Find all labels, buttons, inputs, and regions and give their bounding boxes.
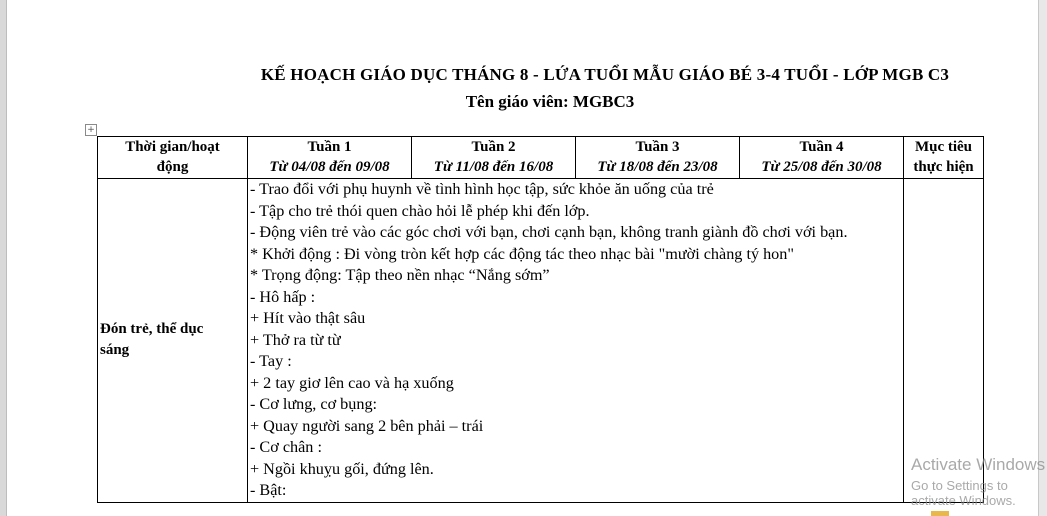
content-line: + Quay người sang 2 bên phải – trái <box>250 416 484 435</box>
week-3-range: Từ 18/08 đến 23/08 <box>597 159 718 175</box>
content-line: - Tập cho trẻ thói quen chào hỏi lễ phép khi đến lớp. <box>250 201 590 220</box>
content-line: + Thở ra từ từ <box>250 330 341 349</box>
objective-line2: thực hiện <box>913 159 974 175</box>
header-week-4 <box>740 137 904 179</box>
row-label-line2: sáng <box>100 342 130 359</box>
header-time-activity <box>98 137 248 179</box>
content-line: - Hô hấp : <box>250 287 316 306</box>
objective-cell[interactable] <box>904 179 984 503</box>
content-line: - Bật: <box>250 481 287 499</box>
objective-line1: Mục tiêu <box>914 139 973 155</box>
content-line: * Trọng động: Tập theo nền nhạc “Nắng sớm” <box>250 266 550 284</box>
content-line: + Ngồi khuỵu gối, đứng lên. <box>250 459 434 478</box>
content-line: - Trao đổi với phụ huynh về tình hình học tập, sức khỏe ăn uống của trẻ <box>250 180 714 198</box>
table-header-row <box>98 137 984 179</box>
header-week-1 <box>248 137 412 179</box>
week-2-range: Từ 11/08 đến 16/08 <box>433 159 554 175</box>
week-4-label: Tuần 4 <box>799 139 844 155</box>
activate-windows-watermark <box>911 455 1047 508</box>
header-week-3 <box>576 137 740 179</box>
week-3-label: Tuần 3 <box>635 139 680 155</box>
content-line: - Cơ lưng, cơ bụng: <box>250 395 378 413</box>
table-move-handle-icon[interactable]: + <box>85 124 97 136</box>
content-line: * Khởi động : Đi vòng tròn kết hợp các động tác theo nhạc bài "mười chàng tý hon" <box>250 244 794 263</box>
header-time-activity-line1: Thời gian/hoạt <box>125 139 220 155</box>
table-row <box>98 179 984 503</box>
activate-line2: Go to Settings to activate Windows. <box>911 478 1016 508</box>
education-plan-table <box>97 136 984 503</box>
header-week-2 <box>412 137 576 179</box>
content-line: + Hít vào thật sâu <box>250 309 366 327</box>
content-line: - Tay : <box>250 352 292 370</box>
header-objective <box>904 137 984 179</box>
content-line: + 2 tay giơ lên cao và hạ xuống <box>250 373 454 392</box>
teacher-name-line: Tên giáo viên: MGBC3 <box>465 92 635 111</box>
activity-content-cell[interactable] <box>248 179 904 503</box>
week-2-label: Tuần 2 <box>471 139 516 155</box>
status-corner-marker <box>931 511 949 516</box>
week-1-label: Tuần 1 <box>307 139 352 155</box>
row-label-line1: Đón trẻ, thể dục <box>100 321 204 338</box>
page-left-margin <box>0 0 7 516</box>
header-time-activity-line2: động <box>156 159 189 175</box>
content-line: - Động viên trẻ vào các góc chơi với bạn, chơi cạnh bạn, không tranh giành đồ chơi với bạn. <box>250 223 848 241</box>
week-4-range: Từ 25/08 đến 30/08 <box>761 159 882 175</box>
document-title: KẾ HOẠCH GIÁO DỤC THÁNG 8 - LỨA TUỔI MẪU GIÁO BÉ 3-4 TUỔI - LỚP MGB C3 <box>260 65 950 84</box>
activate-line1: Activate Windows <box>911 455 1046 474</box>
row-label-reception-exercise <box>98 179 248 503</box>
week-1-range: Từ 04/08 đến 09/08 <box>269 159 390 175</box>
content-line: - Cơ chân : <box>250 438 322 456</box>
